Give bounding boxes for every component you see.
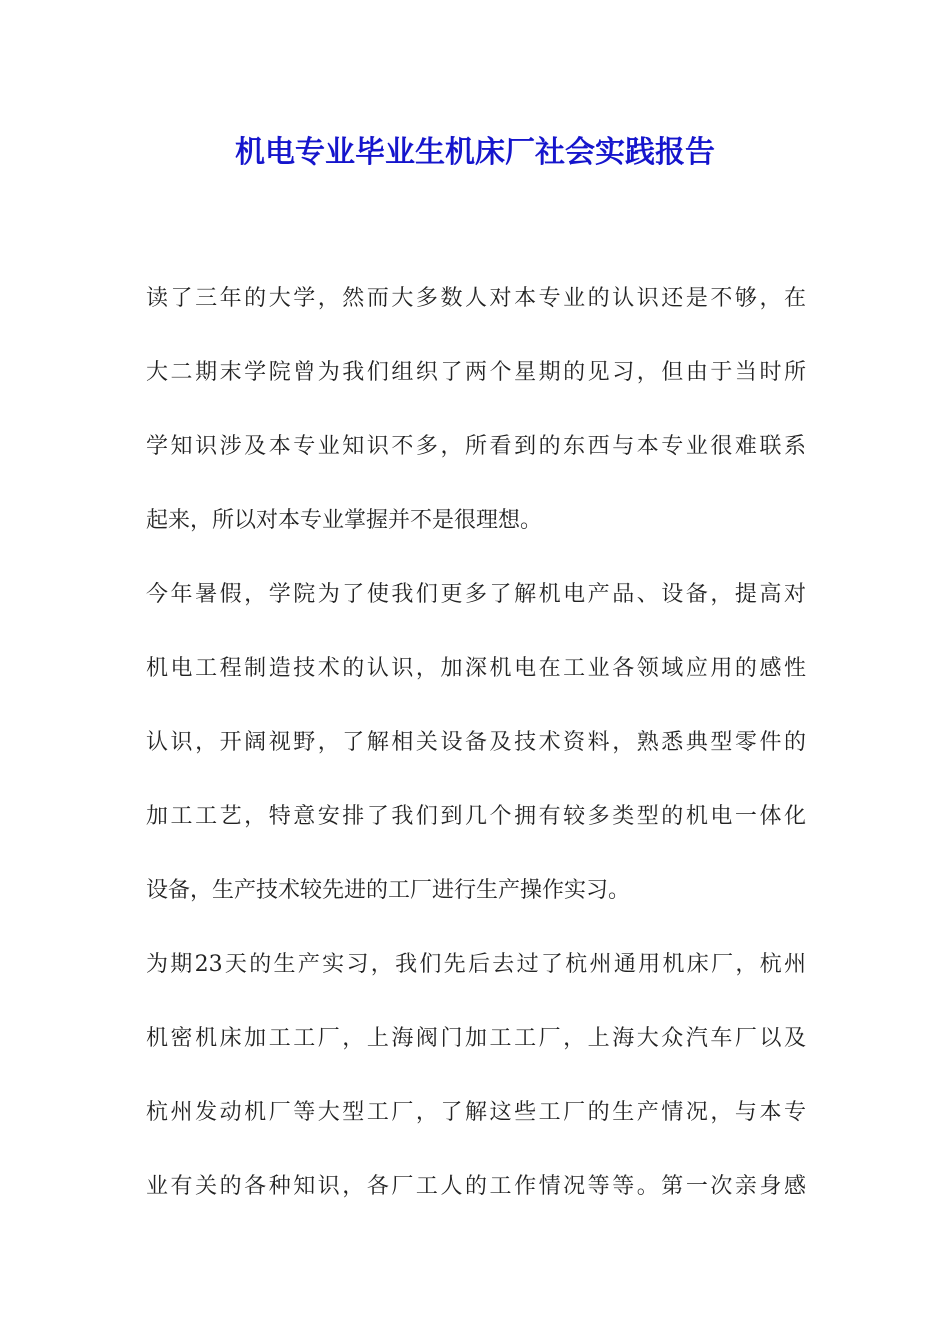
paragraph-line: 学知识涉及本专业知识不多，所看到的东西与本专业很难联系 xyxy=(146,434,806,459)
paragraph-line: 起来，所以对本专业掌握并不是很理想。 xyxy=(146,508,543,533)
paragraph-line: 业有关的各种知识，各厂工人的工作情况等等。第一次亲身感 xyxy=(146,1174,806,1199)
paragraph-line: 大二期末学院曾为我们组织了两个星期的见习，但由于当时所 xyxy=(146,360,806,385)
paragraph-line: 读了三年的大学，然而大多数人对本专业的认识还是不够，在 xyxy=(146,286,806,311)
paragraph-line: 机密机床加工工厂，上海阀门加工工厂，上海大众汽车厂以及 xyxy=(146,1026,806,1051)
paragraph-line: 今年暑假，学院为了使我们更多了解机电产品、设备，提高对 xyxy=(146,582,806,607)
document-title: 机电专业毕业生机床厂社会实践报告 xyxy=(235,135,715,170)
paragraph-line: 认识，开阔视野，了解相关设备及技术资料，熟悉典型零件的 xyxy=(146,730,806,755)
paragraph-line: 为期23天的生产实习，我们先后去过了杭州通用机床厂，杭州 xyxy=(146,952,806,977)
paragraph-line: 杭州发动机厂等大型工厂，了解这些工厂的生产情况，与本专 xyxy=(146,1100,806,1125)
paragraph-line: 设备，生产技术较先进的工厂进行生产操作实习。 xyxy=(146,878,631,903)
paragraph-line: 加工工艺，特意安排了我们到几个拥有较多类型的机电一体化 xyxy=(146,804,806,829)
paragraph-line: 机电工程制造技术的认识，加深机电在工业各领域应用的感性 xyxy=(146,656,806,681)
document-body xyxy=(146,262,806,1224)
